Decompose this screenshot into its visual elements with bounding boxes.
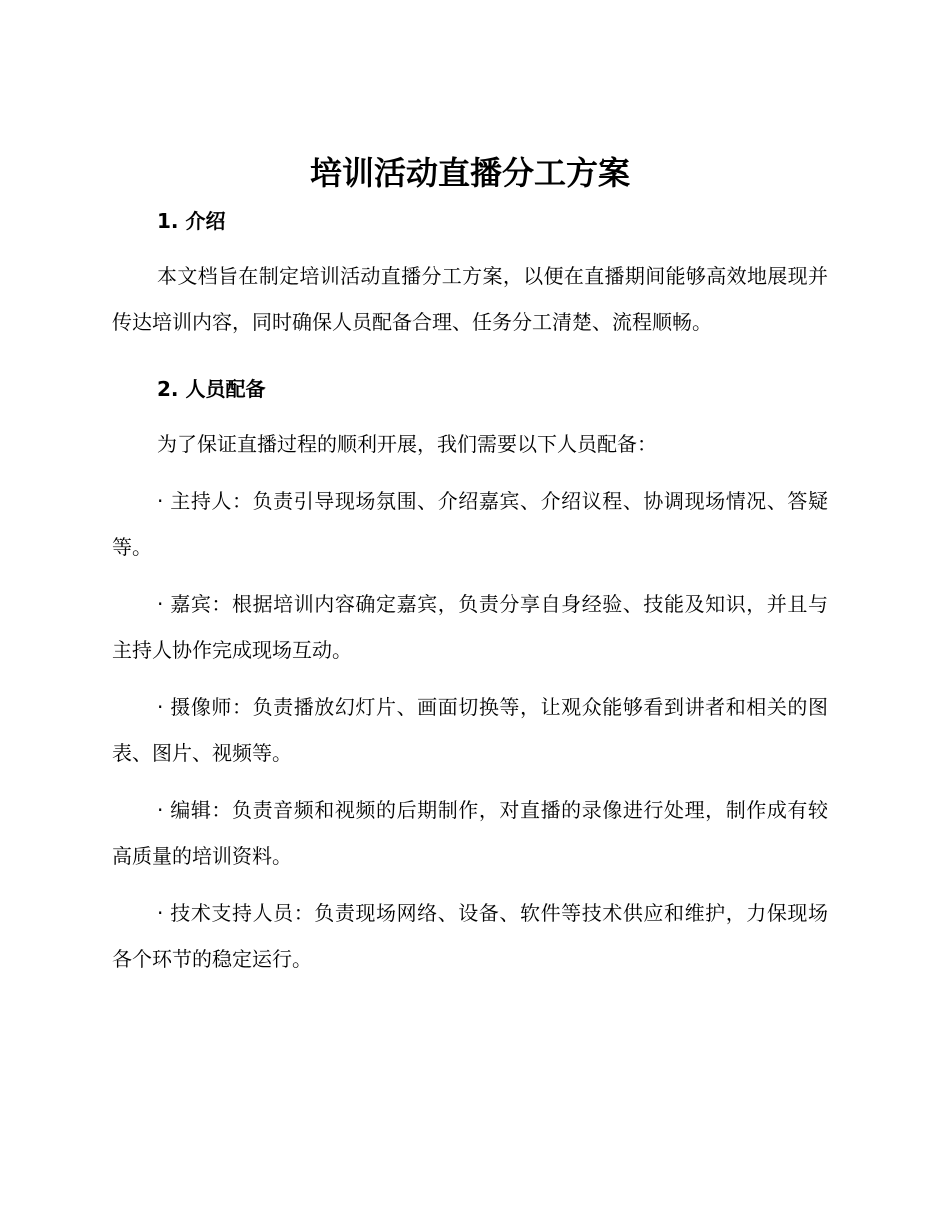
introduction-paragraph: 本文档旨在制定培训活动直播分工方案，以便在直播期间能够高效地展现并传达培训内容，同时确保人员配备合理、任务分工清楚、流程顺畅。 bbox=[112, 264, 828, 334]
section-heading-staffing: 2. 人员配备 bbox=[157, 377, 266, 401]
staffing-intro-paragraph: 为了保证直播过程的顺利开展，我们需要以下人员配备： bbox=[157, 432, 657, 456]
staffing-item-editor: · 编辑：负责音频和视频的后期制作，对直播的录像进行处理，制作成有较高质量的培训资料。 bbox=[112, 798, 828, 868]
staffing-item-guest: · 嘉宾：根据培训内容确定嘉宾，负责分享自身经验、技能及知识，并且与主持人协作完成现场互动。 bbox=[112, 592, 828, 662]
section-heading-introduction: 1. 介绍 bbox=[157, 209, 226, 233]
staffing-item-camera-operator: · 摄像师：负责播放幻灯片、画面切换等，让观众能够看到讲者和相关的图表、图片、视频等。 bbox=[112, 695, 828, 765]
staffing-item-tech-support: · 技术支持人员：负责现场网络、设备、软件等技术供应和维护，力保现场各个环节的稳定运行。 bbox=[112, 901, 828, 971]
document-body bbox=[112, 150, 828, 982]
document-title: 培训活动直播分工方案 bbox=[309, 154, 630, 192]
staffing-item-host: · 主持人：负责引导现场氛围、介绍嘉宾、介绍议程、协调现场情况、答疑等。 bbox=[112, 489, 828, 559]
